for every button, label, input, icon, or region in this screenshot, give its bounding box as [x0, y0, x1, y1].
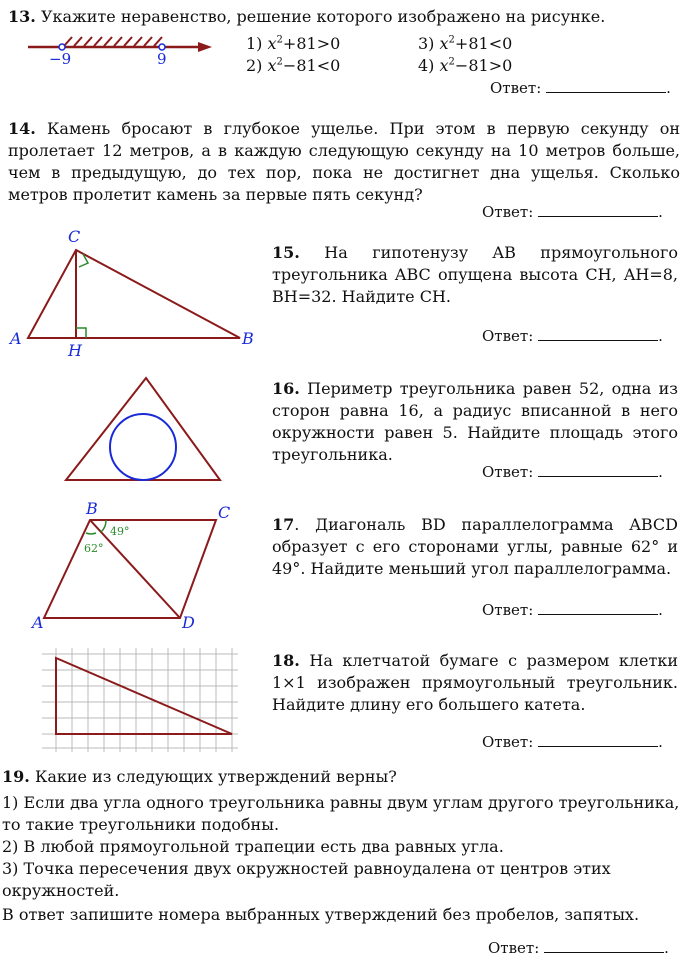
q16-text-block	[272, 378, 678, 466]
q15-label-c: C	[68, 227, 81, 246]
q17-label-c: C	[218, 503, 231, 522]
q14-text: Камень бросают в глубокое ущелье. При этом в первую секунду он пролетает 12 метров, а в каждую следующую секунду на 10 метров больше, чем в предыдущую, до тех пор, пока не достигнет дна ущелья. Сколько метров пролетит камень за первые пять секунд?	[8, 119, 681, 204]
q16-answer-field[interactable]	[538, 462, 658, 477]
q18-text-block	[272, 650, 678, 716]
q13-option-1: 1) $x^2+81>0$	[246, 34, 341, 53]
q17-angle-arc-2	[86, 533, 96, 534]
q18-answer-field[interactable]	[538, 732, 658, 747]
q14-answer[interactable]: Ответ: .	[482, 203, 663, 221]
q17-angle-49: 49°	[110, 525, 130, 538]
q16-triangle	[66, 378, 220, 480]
q18-number: 18.	[272, 651, 300, 670]
q15-number: 15.	[272, 243, 300, 262]
q15-text: На гипотенузу AB прямоугольного треугольника ABC опущена высота CH, AH=8, BH=32. Найдите CH.	[272, 243, 679, 306]
q17-text: . Диагональ BD параллелограмма ABCD образует с его сторонами углы, равные 62° и 49°. Найдите меньший угол параллелограмма.	[272, 515, 678, 578]
q14-number: 14.	[8, 119, 36, 138]
q16-number: 16.	[272, 379, 300, 398]
q17-answer[interactable]: Ответ: .	[482, 601, 663, 619]
q19-instruction: В ответ запишите номера выбранных утверждений без пробелов, запятых.	[2, 905, 640, 924]
q17-figure	[26, 500, 246, 634]
q19-text: Какие из следующих утверждений верны?	[34, 767, 397, 786]
q13-option-2: 2) $x^2-81<0$	[246, 56, 341, 75]
q16-incircle	[110, 414, 176, 480]
q19-answer-field[interactable]	[544, 938, 664, 953]
q15-text-block	[272, 242, 678, 308]
q18-triangle	[56, 658, 232, 734]
q13-text: Укажите неравенство, решение которого изображено на рисунке.	[40, 7, 606, 26]
q16-figure	[60, 374, 222, 484]
q16-text: Периметр треугольника равен 52, одна из сторон равна 16, а радиус вписанной в него окружности равен 5. Найдите площадь этого треугольника.	[272, 379, 678, 464]
q19-statement-2: 2) В любой прямоугольной трапеции есть два равных угла.	[2, 837, 504, 856]
q13-answer-field[interactable]	[546, 78, 666, 93]
q14-answer-field[interactable]	[538, 202, 658, 217]
q19-statement-1: 1) Если два угла одного треугольника равны двум углам другого треугольника, то такие треугольники подобны.	[2, 793, 680, 834]
q19-answer[interactable]: Ответ: .	[488, 939, 669, 957]
q13-number: 13.	[8, 7, 36, 26]
q15-label-a: A	[10, 329, 22, 348]
q17-diagonal-bd	[90, 520, 180, 618]
q13-hatching	[64, 37, 162, 46]
q17-parallelogram	[44, 520, 216, 618]
q19-number: 19.	[2, 767, 30, 786]
q17-text-block	[272, 514, 678, 580]
q19-statement-3: 3) Точка пересечения двух окружностей равноудалена от центров этих окружностей.	[2, 859, 611, 900]
q17-answer-field[interactable]	[538, 600, 658, 615]
q13-axis-arrow-icon	[198, 42, 212, 52]
q13-label-right: 9	[157, 50, 167, 68]
q13-label-left: −9	[49, 50, 72, 68]
q15-label-b: B	[242, 329, 254, 348]
q17-angle-62: 62°	[84, 542, 104, 555]
q15-answer-field[interactable]	[538, 326, 658, 341]
q15-triangle	[28, 250, 240, 338]
q17-label-b: B	[86, 500, 98, 518]
q19-text-block	[2, 766, 682, 788]
q15-answer[interactable]: Ответ: .	[482, 327, 663, 345]
q17-number: 17	[272, 515, 295, 534]
q15-right-angle-h	[76, 328, 86, 338]
q16-answer[interactable]: Ответ: .	[482, 463, 663, 481]
q15-label-h: H	[68, 341, 82, 360]
q18-figure	[42, 648, 242, 752]
q18-answer[interactable]: Ответ: .	[482, 733, 663, 751]
q13-option-3: 3) $x^2+81<0$	[418, 34, 513, 53]
q17-angle-arc-1	[101, 520, 106, 532]
q13-number-line	[24, 32, 224, 72]
q13-option-4: 4) $x^2-81>0$	[418, 56, 513, 75]
q13-answer[interactable]: Ответ: .	[490, 79, 671, 97]
q13-text-block	[8, 6, 684, 28]
q15-figure	[4, 224, 264, 364]
q17-label-a: A	[32, 613, 44, 632]
q17-label-d: D	[182, 613, 195, 632]
q14-text-block	[8, 118, 680, 206]
q18-text: На клетчатой бумаге с размером клетки 1×1 изображен прямоугольный треугольник. Найдите длину его большего катета.	[272, 651, 678, 714]
